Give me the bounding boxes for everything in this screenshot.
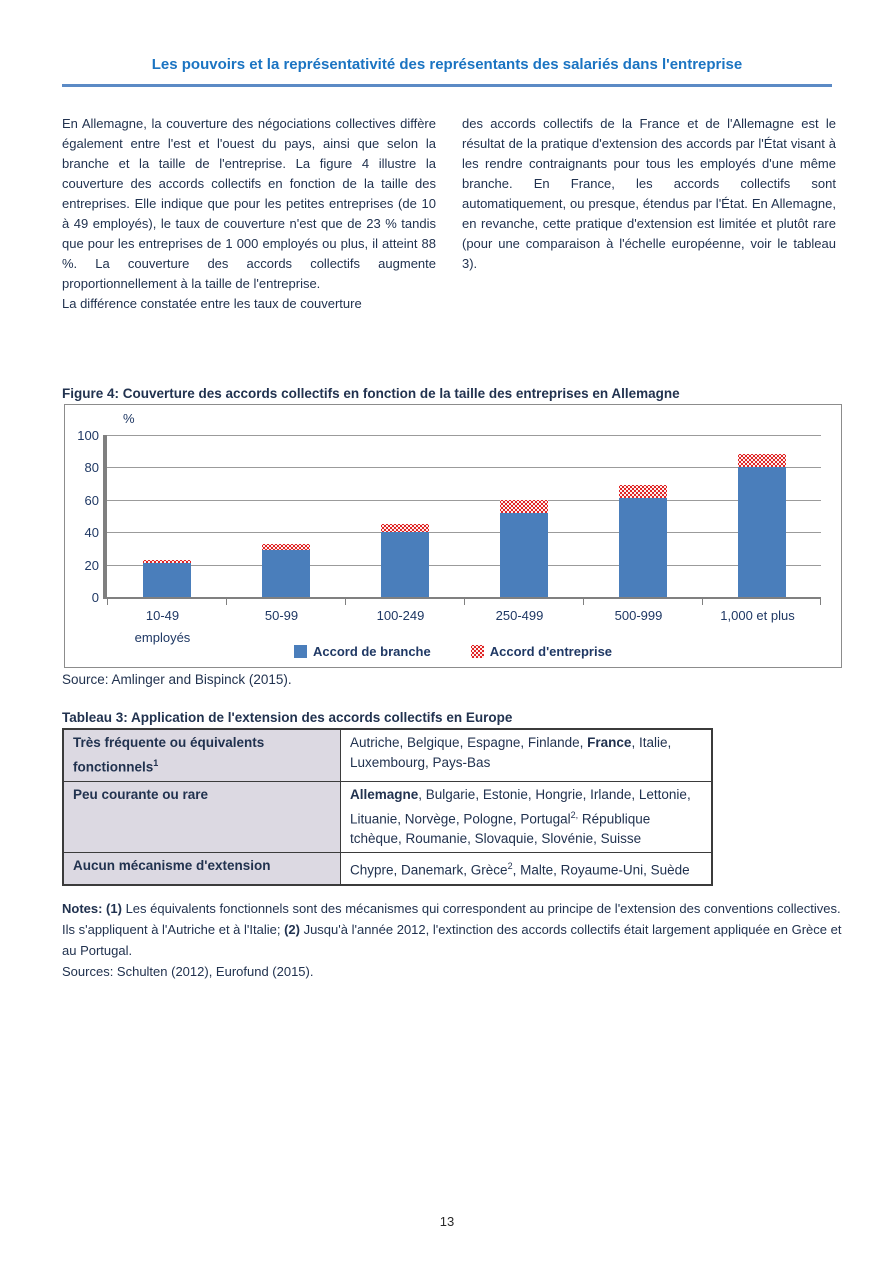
x-axis-labels: [103, 605, 817, 649]
sources-text: Sources: Schulten (2012), Eurofund (2015).: [62, 964, 314, 979]
bar-segment-accord-branche: [262, 550, 310, 597]
bar-segment-accord-entreprise: [381, 524, 429, 532]
table-row: [63, 853, 712, 885]
table-caption: Tableau 3: Application de l'extension des accords collectifs en Europe: [62, 710, 513, 725]
bar-segment-accord-branche: [619, 498, 667, 597]
x-axis-tick-mark: [820, 599, 821, 605]
text-run: France: [587, 735, 632, 750]
x-axis-category-label: [222, 605, 341, 649]
bar-segment-accord-entreprise: [500, 500, 548, 513]
x-axis-category-label: [698, 605, 817, 649]
y-axis-tick-label: 80: [84, 460, 99, 476]
bar-segment-accord-branche: [143, 563, 191, 597]
table-countries-cell: [341, 781, 713, 853]
figure-caption: Figure 4: Couverture des accords collectifs en fonction de la taille des entreprises en Allemagne: [62, 386, 680, 401]
legend-label-entreprise: Accord d'entreprise: [489, 644, 613, 659]
x-axis-label-line: 1,000 et plus: [720, 608, 795, 623]
x-axis-label-line: 100-249: [376, 608, 425, 623]
bar-stack-500-999: [619, 485, 667, 597]
page-number: 13: [439, 1214, 455, 1229]
x-axis-category-label: [341, 605, 460, 649]
text-run: 2,: [570, 809, 579, 820]
legend-swatch-blue-icon: [294, 645, 307, 658]
bar-stack-50-99: [262, 544, 310, 597]
table-countries-cell: [341, 729, 713, 781]
legend-swatch-red-icon: [471, 645, 484, 658]
left-paragraph-1: En Allemagne, la couverture des négociations collectives diffère également entre l'est et l'ouest du pays, ainsi que selon la branche et la taille de l'entreprise. La figure 4 illustre la couverture des accords collectifs en fonction de la taille des entreprises. Elle indique que pour les petites entreprises (de 10 à 49 employés), le taux de couverture n'est que de 23 % tandis que pour les entreprises de 1 000 employés ou plus, il atteint 88 %. La couverture des accords collectifs augmente proportionnellement à la taille de l'entreprise.: [62, 116, 436, 291]
x-axis-label-line: 500-999: [614, 608, 663, 623]
table-countries-cell: [341, 853, 713, 885]
text-run: Allemagne: [350, 786, 419, 802]
chart-gridline: [107, 532, 821, 533]
y-axis-tick-label: 0: [91, 590, 99, 605]
chart-plot: [77, 411, 821, 605]
right-paragraph-1: des accords collectifs de la France et de l'Allemagne est le résultat de la pratique d'extension des accords par l'État visant à les rendre contraignants pour tous les employés d'une même branche. En France, les accords collectifs sont automatiquement, ou presque, étendus par l'État. En Allemagne, en revanche, cette pratique d'extension est limitée et plutôt rare (pour une comparaison à l'échelle européenne, voir le tableau 3).: [462, 116, 836, 271]
text-run: , Malte, Royaume-Uni, Suède: [512, 862, 690, 878]
chart-gridline: [107, 467, 821, 468]
text-run: Notes: (1): [62, 901, 122, 916]
bar-stack-100-249: [381, 524, 429, 597]
legend-item-branche: [294, 644, 431, 659]
table-category-cell: [63, 729, 341, 781]
text-run: 1: [153, 758, 159, 768]
y-axis-tick-label: 40: [84, 525, 99, 541]
chart-gridline: [107, 565, 821, 566]
x-axis-category-label: [103, 605, 222, 649]
header-rule: [62, 84, 832, 87]
body-columns: [62, 114, 836, 314]
table-notes: [62, 898, 850, 982]
text-run: (2): [284, 922, 300, 937]
y-axis-tick-label: 20: [84, 557, 99, 573]
left-column: [62, 114, 436, 314]
text-run: , Bulgarie, Estonie, Hongrie, Irlande, Lettonie, Lituanie, Norvège, Pologne, Portugal: [350, 786, 691, 826]
x-axis-category-label: [460, 605, 579, 649]
figure-chart-frame: [64, 404, 842, 668]
right-column: [462, 114, 836, 314]
legend-item-entreprise: [471, 644, 612, 659]
text-run: , Italie, Luxembourg, Pays-Bas: [350, 735, 672, 770]
text-run: Les équivalents fonctionnels sont des mécanismes qui correspondent au principe de l'extension des conventions collectives. Ils s'appliquent à l'Autriche et à l'Italie;: [62, 901, 841, 937]
chart-gridline: [107, 435, 821, 436]
left-paragraph-2: La différence constatée entre les taux de couverture: [62, 296, 362, 311]
text-run: République tchèque, Roumanie, Slovaquie, Slovénie, Suisse: [350, 811, 651, 846]
extension-table: [62, 728, 713, 886]
x-axis-category-label: [579, 605, 698, 649]
text-run: Peu courante ou rare: [73, 786, 209, 802]
text-run: Chypre, Danemark, Grèce: [350, 862, 508, 878]
bar-stack-1,000 et plus: [738, 454, 786, 597]
x-axis-label-line: 50-99: [264, 608, 299, 623]
y-axis-unit-label: %: [123, 411, 135, 426]
text-run: 2: [507, 861, 513, 871]
bar-stack-250-499: [500, 500, 548, 597]
bar-segment-accord-branche: [738, 467, 786, 597]
x-axis-label-line: 10-49: [145, 608, 180, 623]
chart-gridline: [107, 500, 821, 501]
y-axis-tick-label: 100: [77, 428, 99, 443]
bar-segment-accord-entreprise: [619, 485, 667, 498]
text-run: Autriche, Belgique, Espagne, Finlande,: [350, 735, 588, 750]
text-run: Jusqu'à l'année 2012, l'extinction des accords collectifs était largement appliquée en Grèce et au Portugal.: [62, 922, 842, 958]
page-header-title: Les pouvoirs et la représentativité des représentants des salariés dans l'entreprise: [151, 56, 743, 73]
y-axis-tick-label: 60: [84, 492, 99, 508]
legend-label-branche: Accord de branche: [312, 644, 431, 659]
text-run: Aucun mécanisme d'extension: [73, 858, 271, 873]
text-run: Très fréquente ou équivalents fonctionnels: [73, 735, 265, 775]
bar-segment-accord-branche: [381, 532, 429, 597]
notes-text: [62, 898, 850, 961]
table-category-cell: [63, 853, 341, 885]
bar-segment-accord-entreprise: [738, 454, 786, 467]
chart-legend: [65, 644, 841, 659]
table-row: [63, 729, 712, 781]
bar-segment-accord-branche: [500, 513, 548, 597]
table-row: [63, 781, 712, 853]
bar-stack-10-49: [143, 560, 191, 597]
x-axis-label-line: employés: [134, 630, 191, 645]
figure-source: Source: Amlinger and Bispinck (2015).: [62, 672, 292, 687]
table-category-cell: [63, 781, 341, 853]
x-axis-label-line: 250-499: [495, 608, 544, 623]
